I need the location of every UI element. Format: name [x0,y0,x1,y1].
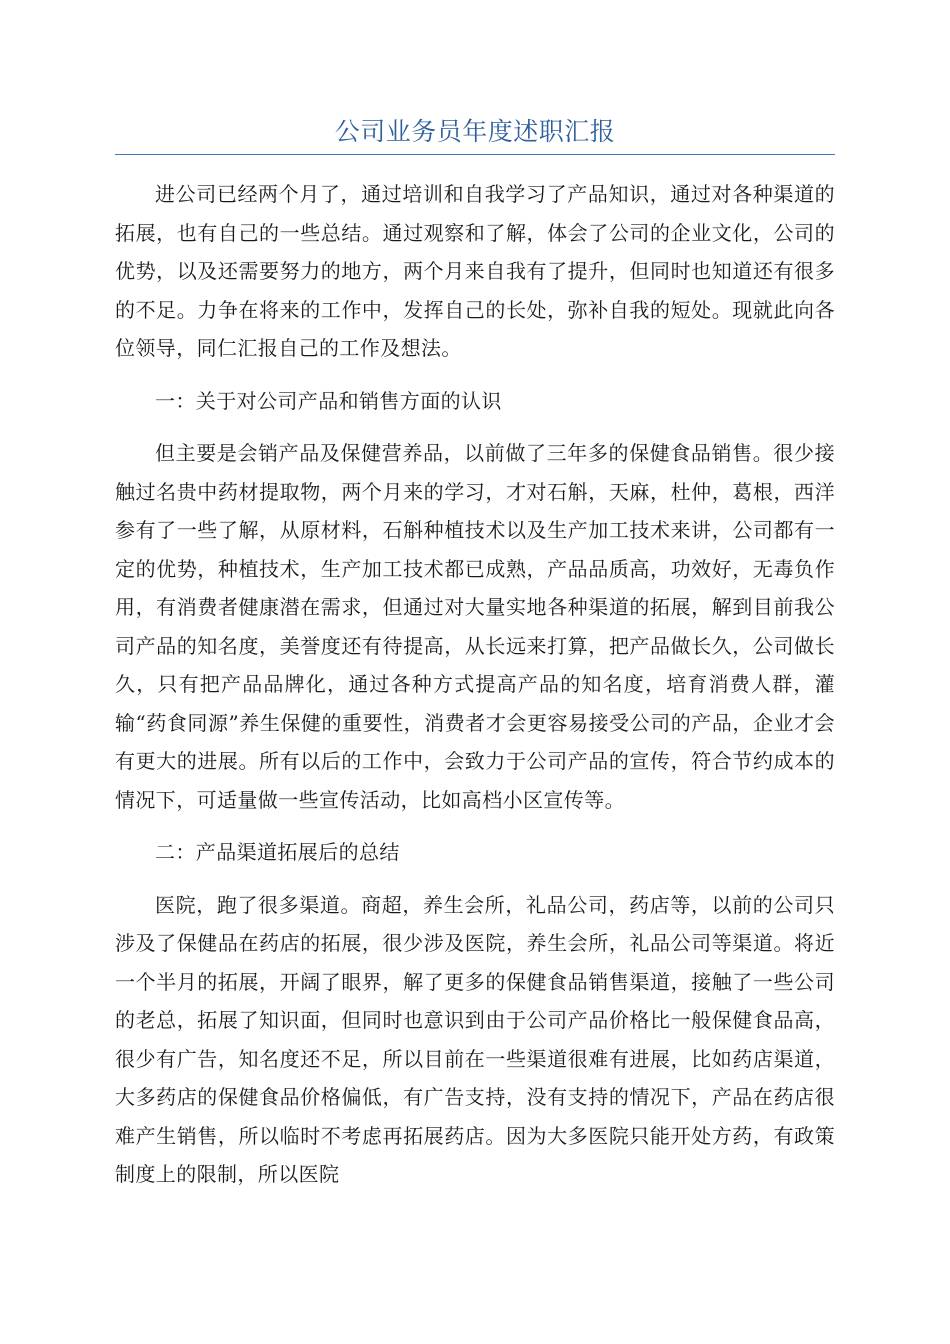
section-heading-2: 二：产品渠道拓展后的总结 [155,840,400,864]
section-heading-1: 一：关于对公司产品和销售方面的认识 [155,388,502,413]
title-underline [115,154,835,155]
document-title: 公司业务员年度述职汇报 [334,117,616,146]
paragraph-spacer [115,872,835,886]
paragraph-intro: 进公司已经两个月了，通过培训和自我学习了产品知识，通过对各种渠道的拓展，也有自己的一些总结。通过观察和了解，体会了公司的企业文化，公司的优势，以及还需要努力的地方，两个月来自我有了提升，但同时也知道还有很多的不足。力争在将来的工作中，发挥自己的长处，弥补自我的短处。现就此向各位领导，同仁汇报自己的工作及想法。 [115,182,835,360]
paragraph-spacer [115,420,835,434]
paragraph-spacer [115,368,835,382]
paragraph-spacer [115,819,835,833]
document-body [115,175,835,1194]
paragraph-channel-summary: 医院，跑了很多渠道。商超，养生会所，礼品公司，药店等，以前的公司只涉及了保健品在药店的拓展，很少涉及医院，养生会所，礼品公司等渠道。将近一个半月的拓展，开阔了眼界，解了更多的保健食品销售渠道，接触了一些公司的老总，拓展了知识面，但同时也意识到由于公司产品价格比一般保健食品高，很少有广告，知名度还不足，所以目前在一些渠道很难有进展，比如药店渠道，大多药店的保健食品价格偏低，有广告支持，没有支持的情况下，产品在药店很难产生销售，所以临时不考虑再拓展药店。因为大多医院只能开处方药，有政策制度上的限制，所以医院 [115,892,835,1186]
paragraph-product-understanding: 但主要是会销产品及保健营养品，以前做了三年多的保健食品销售。很少接触过名贵中药材提取物，两个月来的学习，才对石斛，天麻，杜仲，葛根，西洋参有了一些了解，从原材料，石斛种植技术以及生产加工技术来讲，公司都有一定的优势，种植技术，生产加工技术都已成熟，产品品质高，功效好，无毒负作用，有消费者健康潜在需求，但通过对大量实地各种渠道的拓展，解到目前我公司产品的知名度，美誉度还有待提高，从长远来打算，把产品做长久，公司做长久，只有把产品品牌化，通过各种方式提高产品的知名度，培育消费人群，灌输“药食同源”养生保健的重要性，消费者才会更容易接受公司的产品，企业才会有更大的进展。所有以后的工作中，会致力于公司产品的宣传，符合节约成本的情况下，可适量做一些宣传活动，比如高档小区宣传等。 [115,441,835,812]
